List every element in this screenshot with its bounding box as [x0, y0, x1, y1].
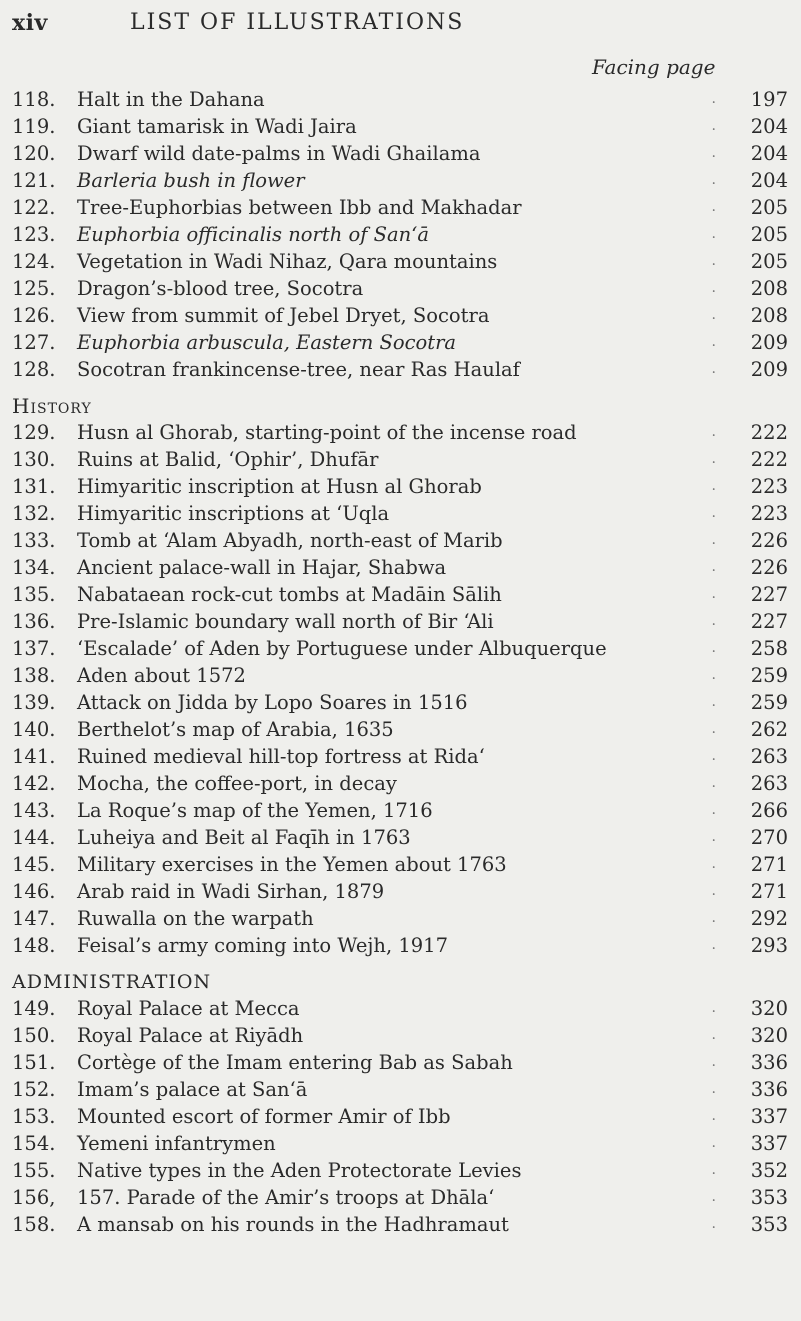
item-page: 226 [750, 556, 788, 579]
list-item [12, 1157, 788, 1184]
item-caption: Aden about 1572 [77, 664, 246, 687]
item-page: 262 [750, 718, 788, 741]
item-number: 122. [12, 196, 56, 219]
item-page: 208 [750, 304, 788, 327]
item-number: 121. [12, 169, 56, 192]
item-number: 150. [12, 1024, 56, 1047]
list-item [12, 302, 788, 329]
item-number: 129. [12, 421, 56, 444]
leader-dots: . [711, 451, 730, 467]
list-item [12, 329, 788, 356]
item-page: 222 [750, 448, 788, 471]
item-caption: Yemeni infantrymen [77, 1132, 276, 1155]
item-number: 126. [12, 304, 56, 327]
item-page: 208 [750, 277, 788, 300]
leader-dots: . [711, 856, 730, 872]
item-caption: Mocha, the coffee-port, in decay [77, 772, 397, 795]
list-item [12, 716, 788, 743]
item-number: 137. [12, 637, 56, 660]
item-number: 144. [12, 826, 56, 849]
leader-dots: . [711, 937, 730, 953]
section-heading: History [12, 394, 92, 418]
illustration-list [12, 86, 788, 1238]
list-item [12, 797, 788, 824]
item-page: 205 [750, 196, 788, 219]
list-item [12, 140, 788, 167]
item-caption: Husn al Ghorab, starting-point of the incense road [77, 421, 577, 444]
item-caption: Barleria bush in flower [77, 169, 305, 192]
item-caption: Berthelot’s map of Arabia, 1635 [77, 718, 394, 741]
list-item [12, 1211, 788, 1238]
list-item [12, 167, 788, 194]
section-heading: ADMINISTRATION [12, 971, 212, 993]
item-page: 223 [750, 502, 788, 525]
item-caption: Imam’s palace at San‘ā [77, 1078, 308, 1101]
list-item [12, 1049, 788, 1076]
item-page: 266 [750, 799, 788, 822]
leader-dots: . [711, 721, 730, 737]
item-caption: Arab raid in Wadi Sirhan, 1879 [77, 880, 385, 903]
item-page: 204 [750, 115, 788, 138]
leader-dots: . [711, 1216, 730, 1232]
list-item [12, 878, 788, 905]
item-number: 118. [12, 88, 56, 111]
item-page: 293 [750, 934, 788, 957]
item-page: 270 [750, 826, 788, 849]
item-caption: Feisal’s army coming into Wejh, 1917 [77, 934, 448, 957]
item-page: 259 [750, 664, 788, 687]
list-item [12, 743, 788, 770]
item-caption: Euphorbia arbuscula, Eastern Socotra [77, 331, 457, 354]
item-page: 353 [750, 1213, 788, 1236]
item-caption: Royal Palace at Riyādh [77, 1024, 304, 1047]
item-page: 259 [750, 691, 788, 714]
list-item [12, 1184, 788, 1211]
facing-page-label: Facing page [592, 55, 716, 79]
item-number: 132. [12, 502, 56, 525]
list-item [12, 635, 788, 662]
item-page: 223 [750, 475, 788, 498]
item-caption: Cortège of the Imam entering Bab as Sabah [77, 1051, 513, 1074]
item-caption: La Roque’s map of the Yemen, 1716 [77, 799, 433, 822]
item-caption: View from summit of Jebel Dryet, Socotra [77, 304, 490, 327]
item-caption: Luheiya and Beit al Faqīh in 1763 [77, 826, 411, 849]
item-number: 146. [12, 880, 56, 903]
item-number: 140. [12, 718, 56, 741]
leader-dots: . [711, 1162, 730, 1178]
item-number: 142. [12, 772, 56, 795]
list-item [12, 1022, 788, 1049]
item-caption: Dragon’s-blood tree, Socotra [77, 277, 364, 300]
item-page: 353 [750, 1186, 788, 1209]
list-item [12, 554, 788, 581]
item-page: 204 [750, 142, 788, 165]
item-caption: Tree-Euphorbias between Ibb and Makhadar [77, 196, 522, 219]
list-item [12, 824, 788, 851]
leader-dots: . [711, 1027, 730, 1043]
item-page: 222 [750, 421, 788, 444]
item-number: 141. [12, 745, 56, 768]
list-item [12, 248, 788, 275]
leader-dots: . [711, 667, 730, 683]
leader-dots: . [711, 694, 730, 710]
item-caption: Tomb at ‘Alam Abyadh, north-east of Marib [77, 529, 503, 552]
list-item [12, 851, 788, 878]
list-item [12, 356, 788, 383]
item-number: 128. [12, 358, 56, 381]
item-caption: Dwarf wild date-palms in Wadi Ghailama [77, 142, 481, 165]
item-caption: Himyaritic inscription at Husn al Ghorab [77, 475, 482, 498]
item-number: 147. [12, 907, 56, 930]
item-page: 292 [750, 907, 788, 930]
item-caption: Mounted escort of former Amir of Ibb [77, 1105, 451, 1128]
item-caption: Military exercises in the Yemen about 1763 [77, 853, 507, 876]
item-number: 152. [12, 1078, 56, 1101]
item-number: 155. [12, 1159, 56, 1182]
list-item [12, 1103, 788, 1130]
item-page: 204 [750, 169, 788, 192]
item-number: 145. [12, 853, 56, 876]
leader-dots: . [711, 1189, 730, 1205]
leader-dots: . [711, 307, 730, 323]
item-caption: Royal Palace at Mecca [77, 997, 300, 1020]
item-number: 136. [12, 610, 56, 633]
list-item [12, 662, 788, 689]
item-caption: 157. Parade of the Amir’s troops at Dhāla‘ [77, 1186, 495, 1209]
item-page: 352 [750, 1159, 788, 1182]
leader-dots: . [711, 775, 730, 791]
leader-dots: . [711, 1081, 730, 1097]
item-number: 153. [12, 1105, 56, 1128]
item-number: 124. [12, 250, 56, 273]
list-item [12, 86, 788, 113]
item-number: 120. [12, 142, 56, 165]
item-caption: Vegetation in Wadi Nihaz, Qara mountains [77, 250, 498, 273]
list-item [12, 419, 788, 446]
leader-dots: . [711, 424, 730, 440]
item-number: 138. [12, 664, 56, 687]
item-page: 337 [750, 1132, 788, 1155]
item-caption: A mansab on his rounds in the Hadhramaut [77, 1213, 509, 1236]
item-number: 149. [12, 997, 56, 1020]
item-page: 263 [750, 745, 788, 768]
leader-dots: . [711, 145, 730, 161]
leader-dots: . [711, 910, 730, 926]
list-item [12, 905, 788, 932]
list-item [12, 1130, 788, 1157]
leader-dots: . [711, 334, 730, 350]
item-number: 156, [12, 1186, 56, 1209]
item-page: 336 [750, 1051, 788, 1074]
item-page: 209 [750, 358, 788, 381]
list-item [12, 113, 788, 140]
leader-dots: . [711, 199, 730, 215]
item-number: 158. [12, 1213, 56, 1236]
item-caption: ‘Escalade’ of Aden by Portuguese under Albuquerque [77, 637, 607, 660]
leader-dots: . [711, 559, 730, 575]
item-number: 127. [12, 331, 56, 354]
leader-dots: . [711, 883, 730, 899]
list-item [12, 995, 788, 1022]
item-number: 131. [12, 475, 56, 498]
leader-dots: . [711, 226, 730, 242]
item-number: 123. [12, 223, 56, 246]
leader-dots: . [711, 640, 730, 656]
leader-dots: . [711, 478, 730, 494]
item-page: 227 [750, 583, 788, 606]
list-item [12, 194, 788, 221]
page-title: LIST OF ILLUSTRATIONS [130, 10, 465, 35]
running-head [12, 10, 789, 40]
item-caption: Ruins at Balid, ‘Ophir’, Dhufār [77, 448, 379, 471]
leader-dots: . [711, 586, 730, 602]
item-caption: Pre-Islamic boundary wall north of Bir ‘Ali [77, 610, 494, 633]
leader-dots: . [711, 748, 730, 764]
item-page: 336 [750, 1078, 788, 1101]
item-number: 125. [12, 277, 56, 300]
item-page: 197 [750, 88, 788, 111]
item-page: 205 [750, 223, 788, 246]
item-number: 151. [12, 1051, 56, 1074]
item-caption: Ruwalla on the warpath [77, 907, 314, 930]
leader-dots: . [711, 118, 730, 134]
item-page: 227 [750, 610, 788, 633]
item-number: 130. [12, 448, 56, 471]
leader-dots: . [711, 613, 730, 629]
leader-dots: . [711, 1054, 730, 1070]
leader-dots: . [711, 280, 730, 296]
item-page: 320 [750, 1024, 788, 1047]
list-item [12, 770, 788, 797]
list-item [12, 473, 788, 500]
leader-dots: . [711, 802, 730, 818]
leader-dots: . [711, 505, 730, 521]
leader-dots: . [711, 829, 730, 845]
item-page: 320 [750, 997, 788, 1020]
item-number: 154. [12, 1132, 56, 1155]
list-item [12, 608, 788, 635]
list-item [12, 446, 788, 473]
leader-dots: . [711, 172, 730, 188]
item-page: 271 [750, 853, 788, 876]
leader-dots: . [711, 1135, 730, 1151]
list-item [12, 527, 788, 554]
list-item [12, 1076, 788, 1103]
list-item [12, 221, 788, 248]
leader-dots: . [711, 253, 730, 269]
item-page: 263 [750, 772, 788, 795]
item-number: 119. [12, 115, 56, 138]
leader-dots: . [711, 1108, 730, 1124]
item-page: 271 [750, 880, 788, 903]
item-caption: Himyaritic inscriptions at ‘Uqla [77, 502, 390, 525]
item-caption: Ruined medieval hill-top fortress at Rida‘ [77, 745, 485, 768]
item-number: 148. [12, 934, 56, 957]
list-item [12, 581, 788, 608]
leader-dots: . [711, 1000, 730, 1016]
leader-dots: . [711, 361, 730, 377]
item-caption: Ancient palace-wall in Hajar, Shabwa [77, 556, 447, 579]
item-caption: Nabataean rock-cut tombs at Madāin Sālih [77, 583, 502, 606]
item-number: 133. [12, 529, 56, 552]
item-number: 134. [12, 556, 56, 579]
item-page: 258 [750, 637, 788, 660]
item-page: 226 [750, 529, 788, 552]
item-caption: Socotran frankincense-tree, near Ras Haulaf [77, 358, 520, 381]
item-caption: Euphorbia officinalis north of San‘ā [77, 223, 429, 246]
item-caption: Native types in the Aden Protectorate Levies [77, 1159, 522, 1182]
item-number: 135. [12, 583, 56, 606]
list-item [12, 932, 788, 959]
item-page: 205 [750, 250, 788, 273]
item-caption: Attack on Jidda by Lopo Soares in 1516 [77, 691, 468, 714]
list-item [12, 275, 788, 302]
leader-dots: . [711, 532, 730, 548]
leader-dots: . [711, 91, 730, 107]
page-number: xiv [12, 10, 48, 36]
item-caption: Halt in the Dahana [77, 88, 265, 111]
list-item [12, 500, 788, 527]
item-number: 143. [12, 799, 56, 822]
list-item [12, 689, 788, 716]
item-page: 337 [750, 1105, 788, 1128]
item-page: 209 [750, 331, 788, 354]
item-caption: Giant tamarisk in Wadi Jaira [77, 115, 357, 138]
item-number: 139. [12, 691, 56, 714]
